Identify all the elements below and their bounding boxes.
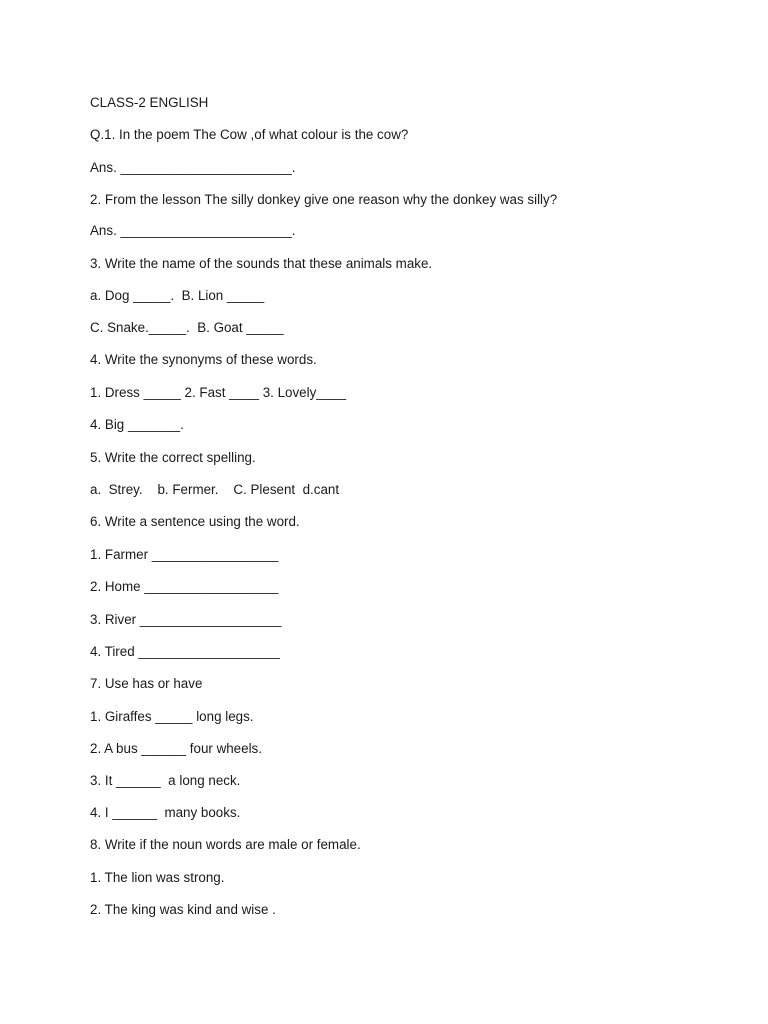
question-8-item-2: 2. The king was kind and wise .: [90, 902, 276, 917]
question-7-item-3: 3. It ______ a long neck.: [90, 773, 241, 788]
question-2: 2. From the lesson The silly donkey give one reason why the donkey was silly?: [90, 192, 558, 207]
question-8-item-1: 1. The lion was strong.: [90, 870, 225, 885]
question-1: Q.1. In the poem The Cow ,of what colour is the cow?: [90, 127, 409, 142]
question-4-row-1: 1. Dress _____ 2. Fast ____ 3. Lovely____: [90, 385, 347, 400]
question-4: 4. Write the synonyms of these words.: [90, 352, 317, 367]
question-6: 6. Write a sentence using the word.: [90, 514, 300, 529]
question-3: 3. Write the name of the sounds that these animals make.: [90, 256, 433, 271]
question-7-item-1: 1. Giraffes _____ long legs.: [90, 709, 254, 724]
question-8: 8. Write if the noun words are male or female.: [90, 837, 361, 852]
question-5-row-1: a. Strey. b. Fermer. C. Plesent d.cant: [90, 482, 340, 497]
worksheet-title: CLASS-2 ENGLISH: [90, 95, 209, 110]
question-3-row-1: a. Dog _____. B. Lion _____: [90, 288, 265, 303]
question-6-item-3: 3. River ___________________: [90, 612, 282, 627]
question-7-item-2: 2. A bus ______ four wheels.: [90, 741, 262, 756]
answer-line-2: Ans. _______________________.: [90, 223, 296, 238]
answer-line-1: Ans. _______________________.: [90, 160, 296, 175]
question-5: 5. Write the correct spelling.: [90, 450, 256, 465]
question-6-item-1: 1. Farmer _________________: [90, 547, 279, 562]
question-3-row-2: C. Snake._____. B. Goat _____: [90, 320, 284, 335]
question-7-item-4: 4. I ______ many books.: [90, 805, 241, 820]
question-6-item-2: 2. Home __________________: [90, 579, 279, 594]
question-7: 7. Use has or have: [90, 676, 203, 691]
question-6-item-4: 4. Tired ___________________: [90, 644, 280, 659]
question-4-row-2: 4. Big _______.: [90, 417, 184, 432]
